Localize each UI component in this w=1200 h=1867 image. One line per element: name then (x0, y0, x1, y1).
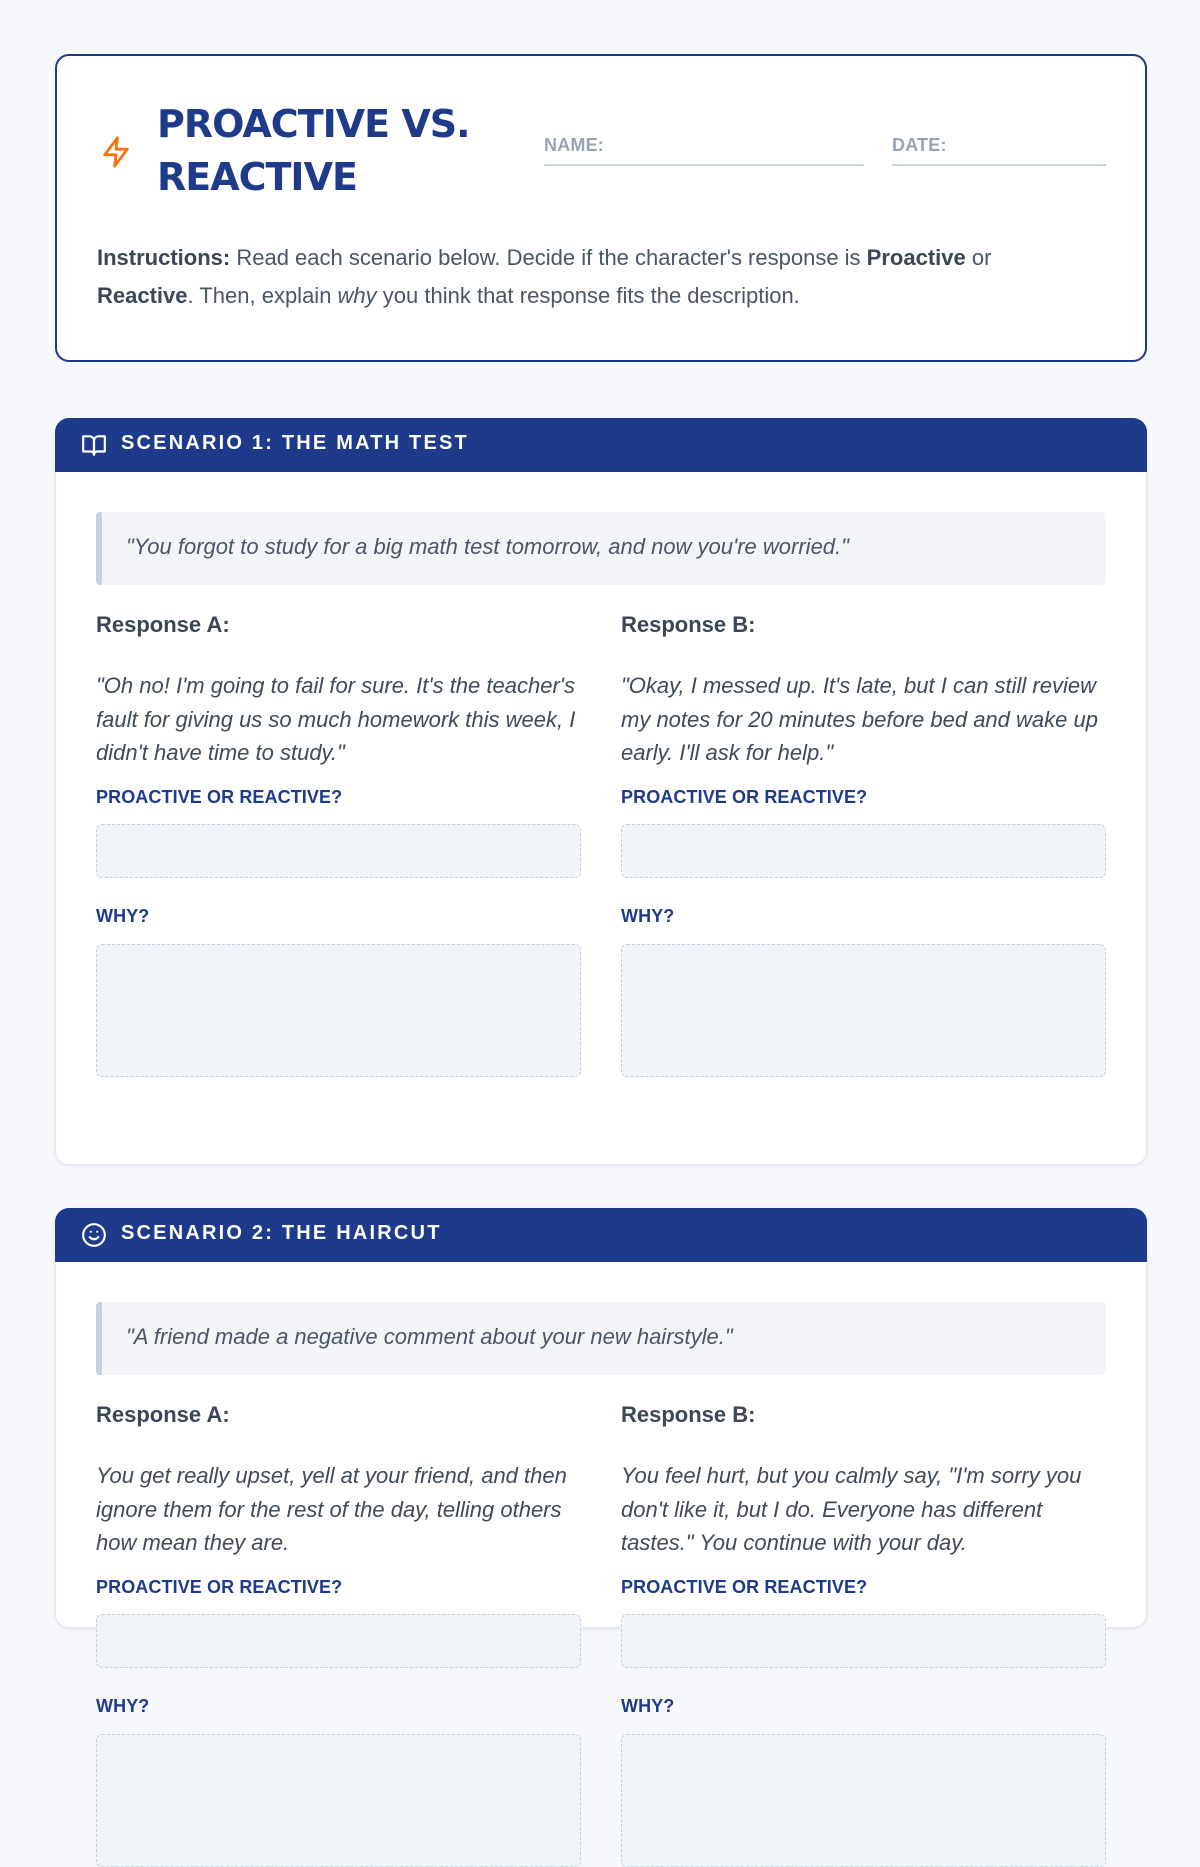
why-answer-box[interactable] (96, 944, 581, 1077)
smile-icon (81, 1222, 107, 1248)
response-b-label: Response B: (621, 1402, 756, 1427)
name-field[interactable] (544, 130, 864, 166)
why-term: why (337, 283, 377, 308)
scenario-title: SCENARIO 1: THE MATH TEST (121, 432, 469, 454)
why-answer-box[interactable] (96, 1734, 581, 1867)
why-answer-box[interactable] (621, 1734, 1106, 1867)
book-icon (81, 432, 107, 458)
proactive-or-reactive-label: PROACTIVE OR REACTIVE? (96, 786, 343, 807)
proactive-or-reactive-label: PROACTIVE OR REACTIVE? (621, 786, 868, 807)
date-field[interactable] (892, 130, 1106, 166)
title-line-2: REACTIVE (157, 155, 357, 199)
instructions-text: Read each scenario below. Decide if the character's response is (230, 245, 867, 270)
why-label: WHY? (621, 1695, 675, 1716)
scenario-header (55, 418, 1147, 472)
worksheet-header (55, 54, 1147, 362)
scenario-prompt: "A friend made a negative comment about your new hairstyle." (96, 1302, 1106, 1375)
proactive-or-reactive-label: PROACTIVE OR REACTIVE? (621, 1576, 868, 1597)
response-a (96, 1402, 581, 1867)
instructions-text: you think that response fits the description. (376, 283, 800, 308)
response-a-label: Response A: (96, 612, 230, 637)
response-a-text: You get really upset, yell at your friend, and then ignore them for the rest of the day, telling others how mean they are. (96, 1463, 567, 1555)
proactive-term: Proactive (866, 245, 966, 270)
response-b (621, 1402, 1106, 1867)
scenario-title: SCENARIO 2: THE HAIRCUT (121, 1222, 442, 1244)
response-a-label: Response A: (96, 1402, 230, 1427)
scenario-header (55, 1208, 1147, 1262)
page-title (157, 98, 470, 204)
why-label: WHY? (621, 905, 675, 926)
response-b-text: You feel hurt, but you calmly say, "I'm sorry you don't like it, but I do. Everyone has different tastes." You continue with your day. (621, 1463, 1082, 1555)
why-answer-box[interactable] (621, 944, 1106, 1077)
response-b (621, 612, 1106, 1077)
instructions-text: . Then, explain (187, 283, 338, 308)
name-label: NAME: (544, 135, 604, 155)
proactive-or-reactive-answer-box[interactable] (621, 1614, 1106, 1668)
response-b-text: "Okay, I messed up. It's late, but I can still review my notes for 20 minutes before bed and wake up early. I'll ask for help." (621, 673, 1098, 765)
lightning-bolt-icon (99, 134, 133, 170)
scenario-card (55, 1208, 1147, 1716)
why-label: WHY? (96, 905, 150, 926)
response-b-label: Response B: (621, 612, 756, 637)
proactive-or-reactive-answer-box[interactable] (96, 824, 581, 878)
proactive-or-reactive-answer-box[interactable] (621, 824, 1106, 878)
response-a-text: "Oh no! I'm going to fail for sure. It's the teacher's fault for giving us so much homework this week, I didn't have time to study." (96, 673, 576, 765)
instructions-lead: Instructions: (97, 245, 231, 270)
proactive-or-reactive-answer-box[interactable] (96, 1614, 581, 1668)
instructions (97, 239, 1107, 315)
why-label: WHY? (96, 1695, 150, 1716)
date-label: DATE: (892, 135, 947, 155)
reactive-term: Reactive (97, 283, 188, 308)
scenario-prompt: "You forgot to study for a big math test tomorrow, and now you're worried." (96, 512, 1106, 585)
response-a (96, 612, 581, 1077)
instructions-text: or (965, 245, 992, 270)
proactive-or-reactive-label: PROACTIVE OR REACTIVE? (96, 1576, 343, 1597)
title-line-1: PROACTIVE VS. (157, 102, 470, 146)
scenario-card (55, 418, 1147, 1165)
